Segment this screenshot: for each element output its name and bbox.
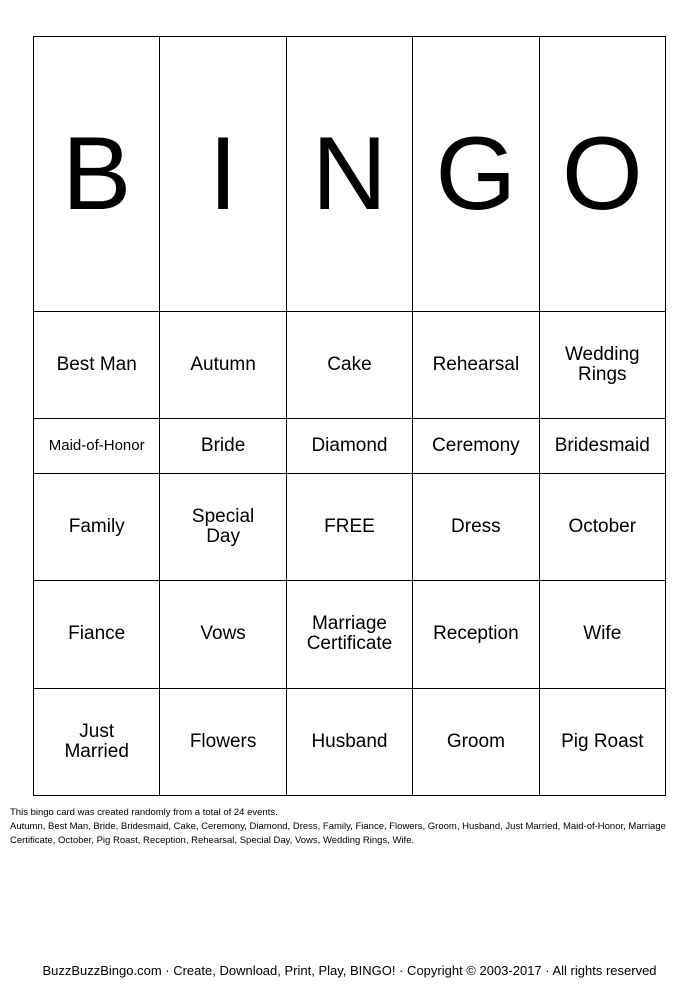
- page-footer: BuzzBuzzBingo.com · Create, Download, Print, Play, BINGO! · Copyright © 2003-2017 · All rights reserved: [42, 963, 657, 978]
- bingo-cell: Husband: [286, 688, 412, 795]
- header-letter-b: B: [34, 37, 160, 312]
- bingo-cell: Pig Roast: [539, 688, 665, 795]
- bingo-cell: Groom: [413, 688, 539, 795]
- bingo-row-4: [34, 581, 666, 688]
- bingo-cell: Rehearsal: [413, 311, 539, 418]
- footnote-event-list: Autumn, Best Man, Bride, Bridesmaid, Cake, Ceremony, Diamond, Dress, Family, Fiance, Flowers, Groom, Husband, Just Married, Maid-of-Honor, Marriage Certificate, October, Pig Roast, Reception, Rehearsal, Special Day, Vows, Wedding Rings, Wife.: [10, 821, 666, 846]
- bingo-cell: Family: [34, 474, 160, 581]
- bingo-cell: Special Day: [160, 474, 286, 581]
- bingo-cell: Reception: [413, 581, 539, 688]
- bingo-row-3: [34, 474, 666, 581]
- bingo-cell: Diamond: [286, 419, 412, 474]
- card-footnote: [10, 806, 670, 848]
- bingo-cell: Just Married: [34, 688, 160, 795]
- bingo-cell: Fiance: [34, 581, 160, 688]
- bingo-cell: Vows: [160, 581, 286, 688]
- bingo-cell: Best Man: [34, 311, 160, 418]
- bingo-cell: Maid-of-Honor: [34, 419, 160, 474]
- bingo-row-5: [34, 688, 666, 795]
- free-space-cell: FREE: [286, 474, 412, 581]
- bingo-cell: Bride: [160, 419, 286, 474]
- bingo-cell: Marriage Certificate: [286, 581, 412, 688]
- bingo-header-row: [34, 37, 666, 312]
- bingo-card: [33, 36, 666, 796]
- bingo-cell: Wife: [539, 581, 665, 688]
- header-letter-n: N: [286, 37, 412, 312]
- bingo-cell: Wedding Rings: [539, 311, 665, 418]
- header-letter-g: G: [413, 37, 539, 312]
- bingo-cell: Autumn: [160, 311, 286, 418]
- bingo-cell: Ceremony: [413, 419, 539, 474]
- bingo-cell: October: [539, 474, 665, 581]
- header-letter-o: O: [539, 37, 665, 312]
- bingo-row-1: [34, 311, 666, 418]
- bingo-cell: Flowers: [160, 688, 286, 795]
- footnote-summary: This bingo card was created randomly from a total of 24 events.: [10, 807, 278, 818]
- bingo-row-2: [34, 419, 666, 474]
- bingo-cell: Dress: [413, 474, 539, 581]
- bingo-cell: Cake: [286, 311, 412, 418]
- bingo-cell: Bridesmaid: [539, 419, 665, 474]
- header-letter-i: I: [160, 37, 286, 312]
